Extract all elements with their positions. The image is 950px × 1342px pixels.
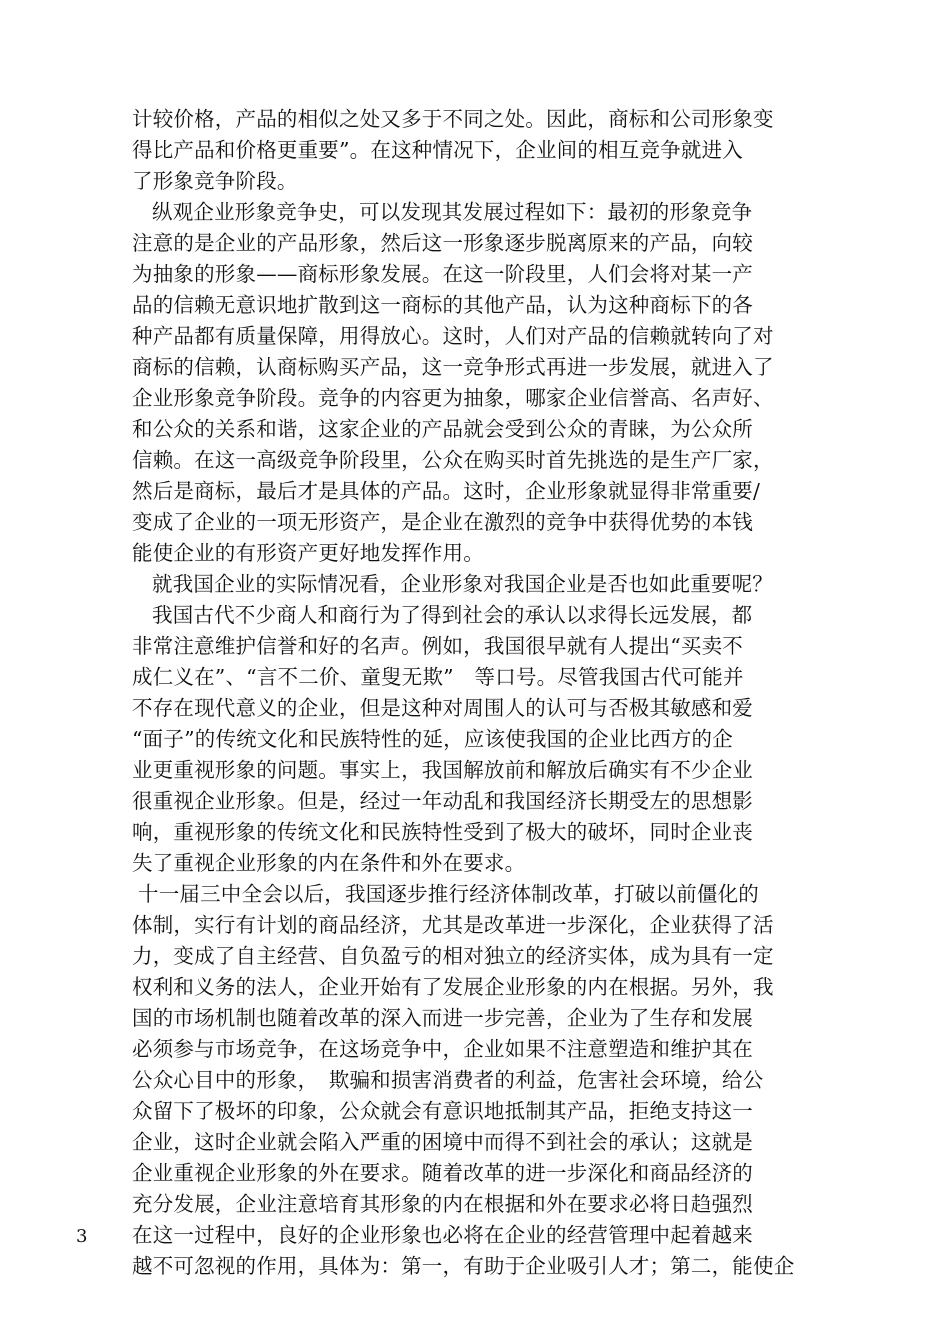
text-line: 业更重视形象的问题。事实上，我国解放前和解放后确实有不少企业	[132, 758, 753, 782]
text-line: 很重视企业形象。但是，经过一年动乱和我国经济长期受左的思想影	[132, 789, 753, 813]
text-line: 企业，这时企业就会陷入严重的困境中而得不到社会的承认；这就是	[132, 1130, 753, 1154]
text-line: 响，重视形象的传统文化和民族特性受到了极大的破坏，同时企业丧	[132, 820, 753, 844]
text-line: 和公众的关系和谐，这家企业的产品就会受到公众的青睐，为公众所	[132, 417, 753, 441]
page-number: 3	[76, 1226, 88, 1247]
text-line: 得比产品和价格更重要”。在这种情况下，企业间的相互竞争就进入	[132, 138, 743, 162]
body-text	[132, 104, 822, 1282]
text-line: 纵观企业形象竞争史，可以发现其发展过程如下：最初的形象竞争	[152, 200, 753, 224]
text-line: 必须参与市场竞争，在这场竞争中，企业如果不注意塑造和维护其在	[132, 1037, 753, 1061]
text-line: 十一届三中全会以后，我国逐步推行经济体制改革，打破以前僵化的	[138, 882, 759, 906]
text-line: 失了重视企业形象的内在条件和外在要求。	[132, 851, 526, 875]
text-line: 然后是商标，最后才是具体的产品。这时，企业形象就显得非常重要/	[132, 479, 761, 503]
text-line: “面子”的传统文化和民族特性的延，应该使我国的企业比西方的企	[132, 727, 733, 751]
text-line: 我国古代不少商人和商行为了得到社会的承认以求得长远发展，都	[152, 603, 753, 627]
text-line: 权利和义务的法人，企业开始有了发展企业形象的内在根据。另外，我	[132, 975, 774, 999]
text-line: 企业形象竞争阶段。竞争的内容更为抽象，哪家企业信誉高、名声好、	[132, 386, 774, 410]
text-line: 企业重视企业形象的外在要求。随着改革的进一步深化和商品经济的	[132, 1161, 753, 1185]
text-line: 了形象竞争阶段。	[132, 169, 298, 193]
text-line: 商标的信赖，认商标购买产品，这一竞争形式再进一步发展，就进入了	[132, 355, 774, 379]
text-line: 种产品都有质量保障，用得放心。这时，人们对产品的信赖就转向了对	[132, 324, 774, 348]
text-line: 不存在现代意义的企业，但是这种对周围人的认可与否极其敏感和爱	[132, 696, 753, 720]
text-line: 在这一过程中，良好的企业形象也必将在企业的经营管理中起着越来	[132, 1223, 753, 1247]
text-line: 成仁义在”、“言不二价、童叟无欺” 等口号。尽管我国古代可能并	[132, 665, 744, 689]
text-line: 充分发展，企业注意培育其形象的内在根据和外在要求必将日趋强烈	[132, 1192, 753, 1216]
text-line: 就我国企业的实际情况看，企业形象对我国企业是否也如此重要呢？	[152, 572, 773, 596]
text-line: 计较价格，产品的相似之处又多于不同之处。因此，商标和公司形象变	[132, 107, 774, 131]
text-line: 体制，实行有计划的商品经济，尤其是改革进一步深化，企业获得了活	[132, 913, 774, 937]
text-line: 众留下了极坏的印象，公众就会有意识地抵制其产品，拒绝支持这一	[132, 1099, 753, 1123]
text-line: 注意的是企业的产品形象，然后这一形象逐步脱离原来的产品，向较	[132, 231, 753, 255]
text-line: 力，变成了自主经营、自负盈亏的相对独立的经济实体，成为具有一定	[132, 944, 774, 968]
text-line: 公众心目中的形象， 欺骗和损害消费者的利益，危害社会环境，给公	[132, 1068, 764, 1092]
text-line: 非常注意维护信誉和好的名声。例如，我国很早就有人提出“买卖不	[132, 634, 743, 658]
text-line: 信赖。在这一高级竞争阶段里，公众在购买时首先挑选的是生产厂家，	[132, 448, 774, 472]
text-line: 国的市场机制也随着改革的深入而进一步完善，企业为了生存和发展	[132, 1006, 753, 1030]
text-line: 变成了企业的一项无形资产，是企业在激烈的竞争中获得优势的本钱	[132, 510, 753, 534]
text-line: 为抽象的形象——商标形象发展。在这一阶段里，人们会将对某一产	[132, 262, 753, 286]
text-line: 越不可忽视的作用，具体为：第一，有助于企业吸引人才；第二，能使企	[132, 1254, 795, 1278]
text-line: 能使企业的有形资产更好地发挥作用。	[132, 541, 484, 565]
text-line: 品的信赖无意识地扩散到这一商标的其他产品，认为这种商标下的各	[132, 293, 753, 317]
